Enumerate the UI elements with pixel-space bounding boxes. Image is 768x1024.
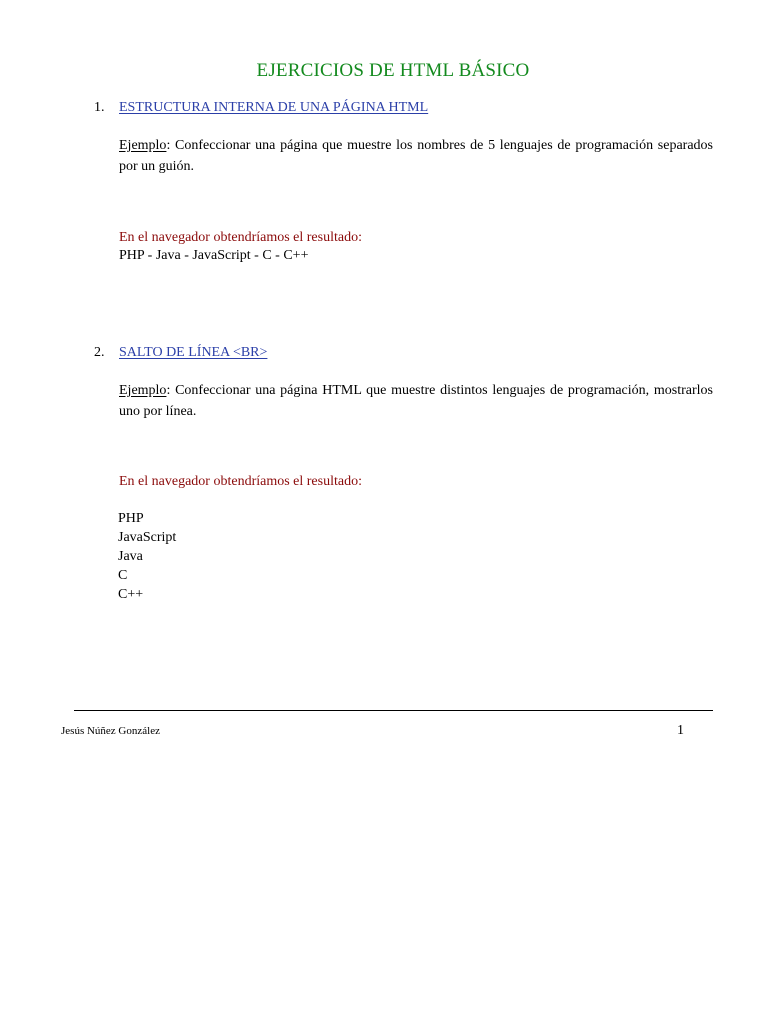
section-1-result-output: PHP - Java - JavaScript - C - C++ [119, 248, 309, 263]
section-2-example-text: : Confeccionar una página HTML que muestre distintos lenguajes de programación, mostrarlos uno por línea. [119, 383, 713, 419]
section-2-output-list [118, 509, 176, 604]
section-1-example-label: Ejemplo [119, 138, 167, 153]
section-1-heading: ESTRUCTURA INTERNA DE UNA PÁGINA HTML [119, 100, 429, 115]
section-2-heading: SALTO DE LÍNEA <BR> [119, 345, 268, 360]
section-2-result-label: En el navegador obtendríamos el resultado: [119, 474, 362, 489]
footer-page-number: 1 [677, 723, 684, 738]
footer-divider [74, 710, 713, 711]
footer-author: Jesús Núñez González [61, 725, 160, 737]
section-1-number: 1. [94, 100, 105, 115]
section-2-example [119, 380, 713, 422]
output-line-java: Java [118, 549, 143, 564]
section-2-example-label: Ejemplo [119, 383, 167, 398]
section-1-result-label: En el navegador obtendríamos el resultado: [119, 230, 362, 245]
output-line-javascript: JavaScript [118, 530, 177, 545]
section-1-example [119, 135, 713, 177]
output-line-cpp: C++ [118, 587, 144, 602]
output-line-php: PHP [118, 511, 144, 526]
document-title: EJERCICIOS DE HTML BÁSICO [256, 60, 530, 81]
output-line-c: C [118, 568, 128, 583]
section-1-example-text: : Confeccionar una página que muestre los nombres de 5 lenguajes de programación separados por un guión. [119, 138, 713, 174]
section-2-number: 2. [94, 345, 105, 360]
